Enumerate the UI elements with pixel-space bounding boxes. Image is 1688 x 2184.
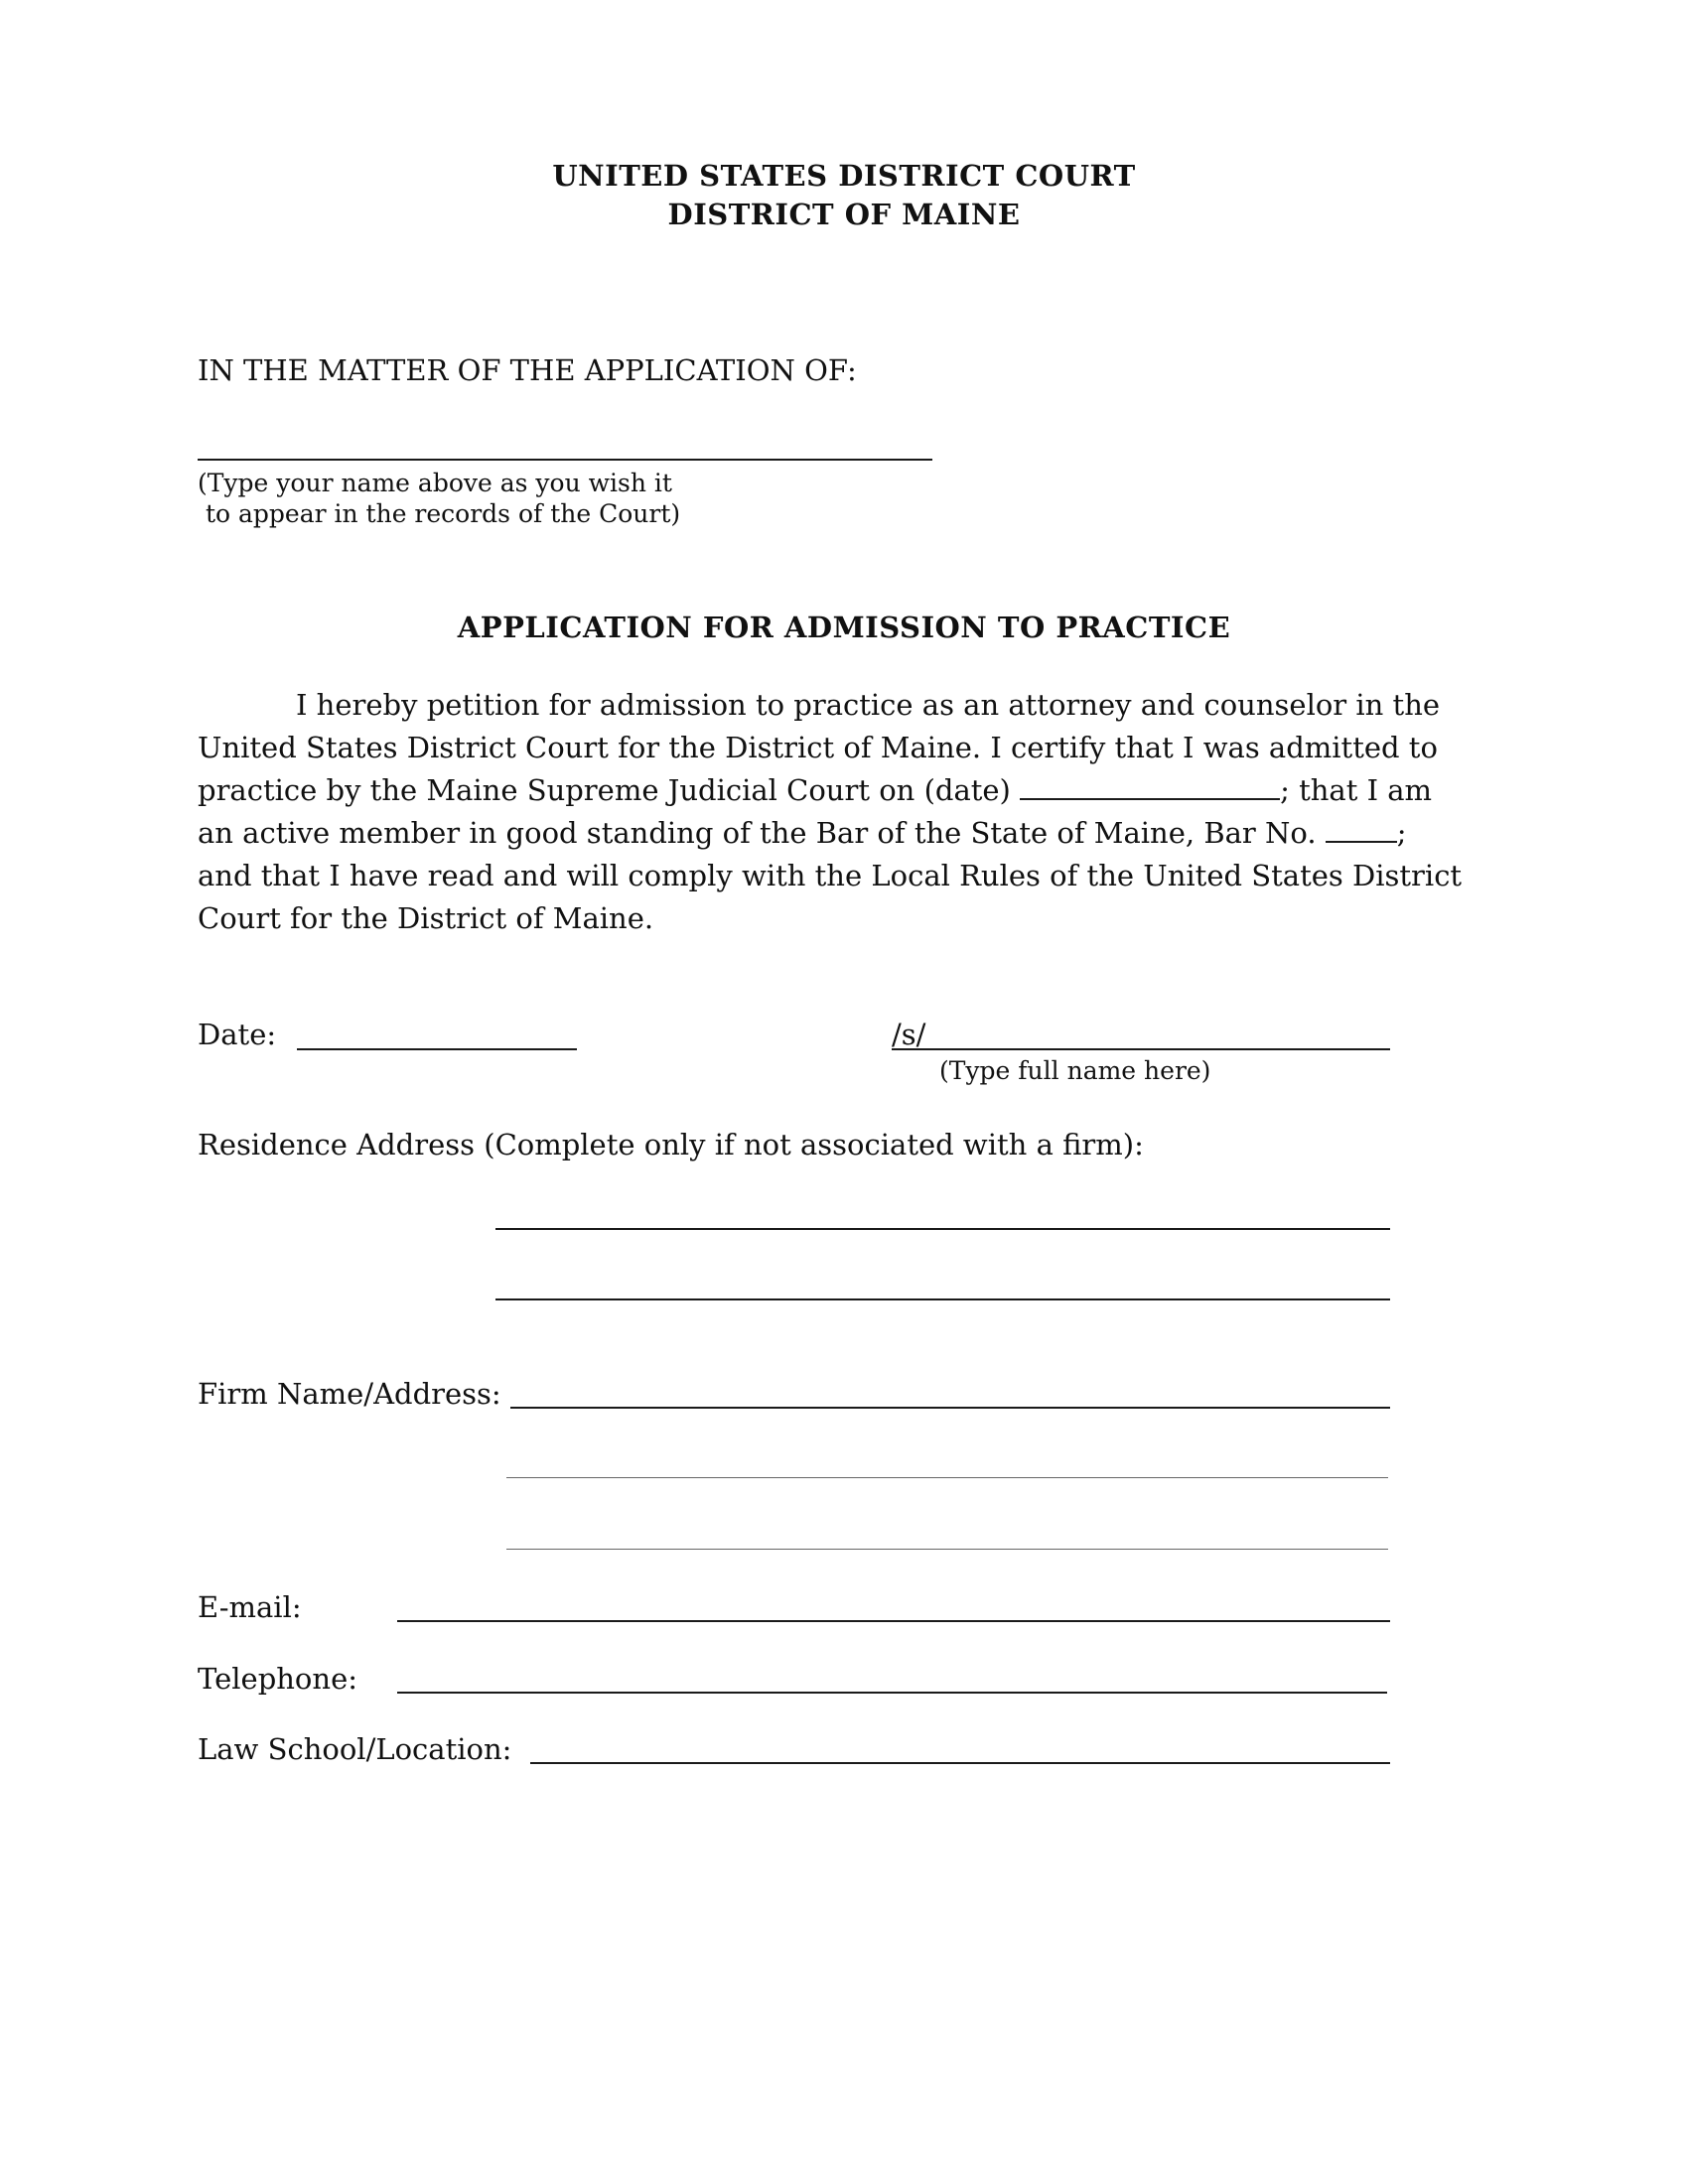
firm-address-line-3[interactable] (506, 1549, 1388, 1550)
residence-address-line-2[interactable] (495, 1298, 1390, 1300)
firm-address-line-2[interactable] (506, 1477, 1388, 1478)
petition-line-3 (198, 769, 1488, 812)
date-label: Date: (198, 1018, 277, 1051)
matter-label: IN THE MATTER OF THE APPLICATION OF: (198, 353, 857, 387)
applicant-name-field[interactable] (198, 459, 932, 461)
district-name: DISTRICT OF MAINE (667, 198, 1021, 231)
bar-number-field[interactable] (1326, 817, 1397, 843)
signature-field[interactable] (892, 1048, 1390, 1050)
firm-address-line-1[interactable] (510, 1407, 1390, 1409)
email-label: E-mail: (198, 1590, 302, 1624)
petition-paragraph (198, 684, 1488, 940)
petition-line-3-text: practice by the Maine Supreme Judicial Court on (date) (198, 773, 1021, 807)
name-hint-line2: to appear in the records of the Court) (198, 499, 681, 528)
petition-line-5: and that I have read and will comply with the Local Rules of the United States District (198, 859, 1463, 892)
petition-line-6: Court for the District of Maine. (198, 901, 654, 935)
law-school-label: Law School/Location: (198, 1732, 512, 1766)
court-name: UNITED STATES DISTRICT COURT (552, 159, 1136, 193)
petition-line-2: United States District Court for the District of Maine. I certify that I was admitted to (198, 731, 1438, 764)
firm-label: Firm Name/Address: (198, 1377, 501, 1411)
admission-date-field[interactable] (1020, 774, 1280, 800)
signature-hint: (Type full name here) (939, 1056, 1211, 1085)
residence-address-line-1[interactable] (495, 1228, 1390, 1230)
petition-line-4-tail: ; (1396, 816, 1407, 850)
telephone-label: Telephone: (198, 1662, 358, 1696)
petition-line-4-text: an active member in good standing of the Bar of the State of Maine, Bar No. (198, 816, 1326, 850)
application-title: APPLICATION FOR ADMISSION TO PRACTICE (457, 611, 1231, 644)
date-field[interactable] (297, 1048, 577, 1050)
law-school-field[interactable] (530, 1762, 1390, 1764)
petition-line-4 (198, 812, 1488, 855)
residence-label: Residence Address (Complete only if not associated with a firm): (198, 1128, 1144, 1161)
name-hint-line1: (Type your name above as you wish it (198, 469, 672, 497)
telephone-field[interactable] (397, 1692, 1387, 1694)
petition-line-1: I hereby petition for admission to practice as an attorney and counselor in the (296, 688, 1441, 722)
petition-line-3-tail: ; that I am (1280, 773, 1433, 807)
signature-prefix: /s/ (892, 1018, 926, 1051)
email-field[interactable] (397, 1620, 1390, 1622)
